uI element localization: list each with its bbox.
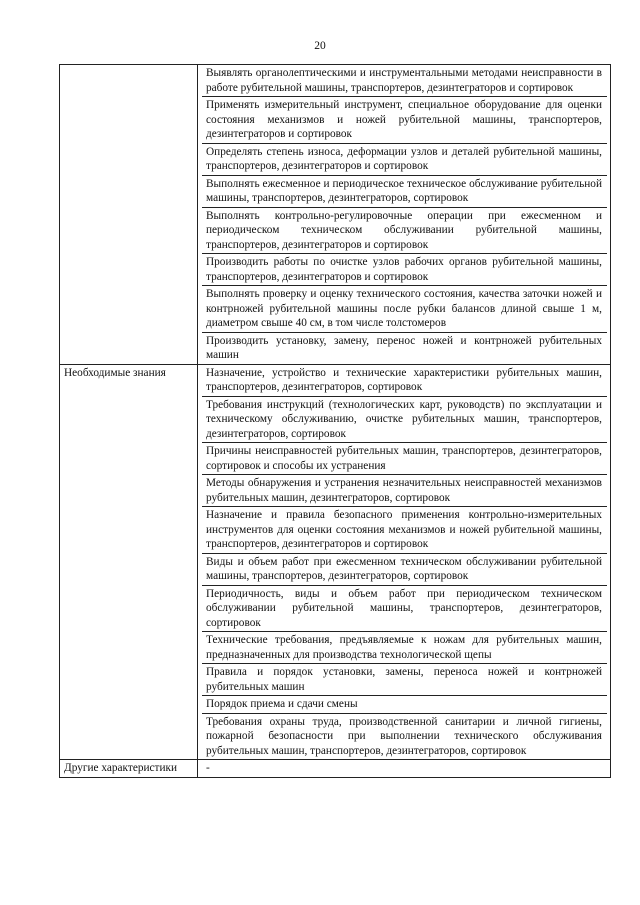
requirements-table — [59, 64, 611, 778]
requirement-item: Применять измерительный инструмент, специальное оборудование для оценки состояния механизмов и ножей рубительной машины, транспортеров, дезинтеграторов и сортировок — [202, 97, 607, 144]
row-content-cell — [198, 65, 611, 365]
row-label — [64, 65, 194, 66]
requirement-item: Производить установку, замену, перенос ножей и контрножей рубительных машин — [206, 334, 602, 361]
requirement-item: Виды и объем работ при ежесменном техническом обслуживании рубительной машины, транспортеров, дезинтеграторов, сортировок — [202, 554, 607, 586]
requirement-list — [202, 760, 607, 777]
row-label: Другие характеристики — [64, 762, 178, 774]
requirements-table-body — [60, 65, 611, 778]
requirement-item: Правила и порядок установки, замены, переноса ножей и контрножей рубительных машин — [202, 664, 607, 696]
table-row — [60, 65, 611, 365]
requirement-item: Порядок приема и сдачи смены — [202, 696, 607, 714]
row-content-cell — [198, 760, 611, 778]
requirement-item: - — [206, 762, 210, 774]
requirement-item: Определять степень износа, деформации узлов и деталей рубительной машины, транспортеров, дезинтеграторов и сортировок — [202, 144, 607, 176]
requirement-list — [202, 65, 607, 364]
requirement-item: Требования инструкций (технологических карт, руководств) по эксплуатации и техническому обслуживанию, очистке рубительных машин, транспортеров, дезинтеграторов, сортировок — [202, 397, 607, 444]
requirement-item: Выполнять контрольно-регулировочные операции при ежесменном и периодическом техническом обслуживании рубительной машины, транспортеров, дезинтеграторов и сортировок — [202, 208, 607, 255]
table-row — [60, 760, 611, 778]
row-label-cell — [60, 364, 198, 760]
table-row — [60, 364, 611, 760]
requirement-list — [202, 365, 607, 760]
row-label: Необходимые знания — [64, 366, 166, 379]
requirement-item: Требования охраны труда, производственной санитарии и личной гигиены, пожарной безопасности при выполнении технического обслуживания рубительных машин, транспортеров, дезинтеграторов, сортировок — [206, 715, 602, 757]
requirement-item: Назначение, устройство и технические характеристики рубительных машин, транспортеров, дезинтеграторов, сортировок — [202, 365, 607, 397]
requirement-item: Назначение и правила безопасного применения контрольно-измерительных инструментов для оценки состояния механизмов и ножей рубительной машины, транспортеров, дезинтеграторов и сортировок — [202, 507, 607, 554]
requirement-item: Технические требования, предъявляемые к ножам для рубительных машин, предназначенных для производства технологической щепы — [202, 632, 607, 664]
requirement-item: Выявлять органолептическими и инструментальными методами неисправности в работе рубительной машины, транспортеров, дезинтеграторов и сортировок — [202, 65, 607, 97]
requirement-item: Выполнять ежесменное и периодическое техническое обслуживание рубительной машины, транспортеров, дезинтеграторов, сортировок — [202, 176, 607, 208]
requirement-item: Методы обнаружения и устранения незначительных неисправностей механизмов рубительных машин, дезинтеграторов, сортировок — [202, 475, 607, 507]
requirement-item: Периодичность, виды и объем работ при периодическом техническом обслуживании рубительной машины, транспортеров, дезинтеграторов, сортировок — [202, 586, 607, 633]
row-label-cell — [60, 760, 198, 778]
requirement-item: Выполнять проверку и оценку технического состояния, качества заточки ножей и контрножей рубительной машины после рубки балансов длиной свыше 1 м, диаметром свыше 40 см, в том числе толстомеров — [202, 286, 607, 333]
requirement-item: Производить работы по очистке узлов рабочих органов рубительной машины, транспортеров, дезинтеграторов и сортировок — [202, 254, 607, 286]
page-number: 20 — [314, 40, 326, 52]
row-content-cell — [198, 364, 611, 760]
row-label-cell — [60, 65, 198, 365]
requirement-item: Причины неисправностей рубительных машин, транспортеров, дезинтеграторов, сортировок и способы их устранения — [202, 443, 607, 475]
